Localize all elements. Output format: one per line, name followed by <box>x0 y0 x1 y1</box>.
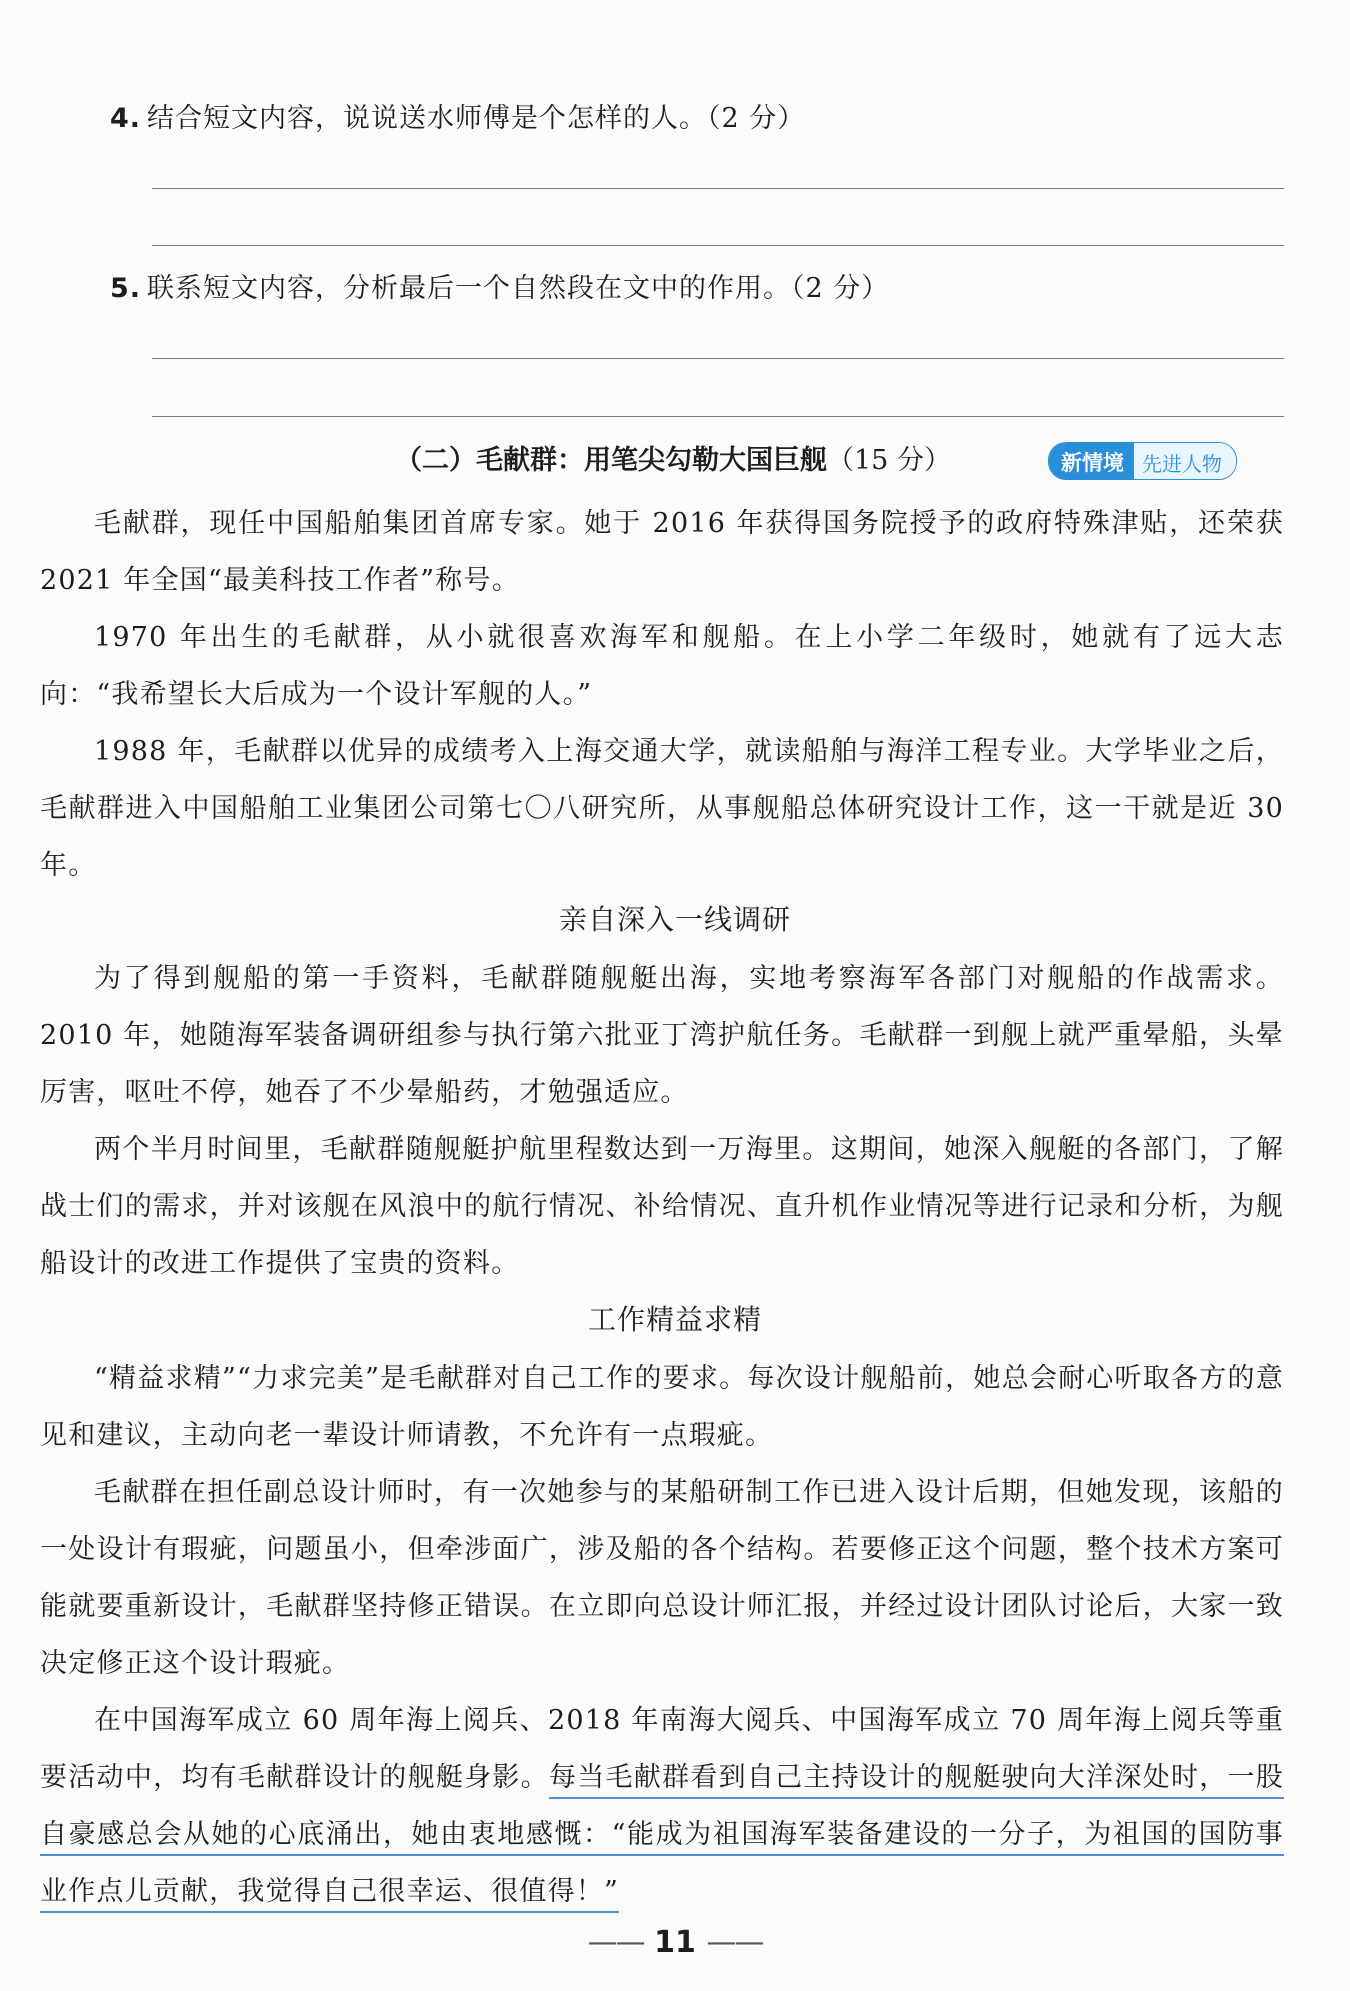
section-title <box>395 438 951 477</box>
section-score: （15 分） <box>827 445 951 476</box>
final-paragraph-plain: 在中国海军成立 60 周年海上阅兵、2018 年南海大阅兵、中国海军成立 70 周年海上阅兵等重要活动中，均有毛献群设计的舰艇身影。 <box>40 1705 1284 1793</box>
badge-sub: 先进人物 <box>1134 443 1236 479</box>
paragraph: 1970 年出生的毛献群，从小就很喜欢海军和舰船。在上小学二年级时，她就有了远大志向：“我希望长大后成为一个设计军舰的人。” <box>40 622 1284 710</box>
dash-right: —— <box>706 1925 763 1960</box>
underlined-sentence: 每当毛献群看到自己主持设计的舰艇驶向大洋深处时，一股自豪感总会从她的心底涌出，她由衷地感慨：“能成为祖国海军装备建设的一分子，为祖国的国防事业作点儿贡献，我觉得自己很幸运、很值得！” <box>40 1762 1284 1913</box>
answer-line[interactable] <box>152 358 1284 359</box>
question-text: 结合短文内容，说说送水师傅是个怎样的人。（2 分） <box>147 103 806 134</box>
dash-left: —— <box>587 1925 644 1960</box>
subheading-work: 工作精益求精 <box>587 1303 762 1336</box>
page-number-value: 11 <box>654 1925 696 1960</box>
answer-line[interactable] <box>152 416 1284 417</box>
question-text: 联系短文内容，分析最后一个自然段在文中的作用。（2 分） <box>147 273 890 304</box>
research-paragraphs <box>40 950 1284 1292</box>
page-number <box>0 1925 1350 1960</box>
paragraph: “精益求精”“力求完美”是毛献群对自己工作的要求。每次设计舰船前，她总会耐心听取各方的意见和建议，主动向老一辈设计师请教，不允许有一点瑕疵。 <box>40 1363 1284 1451</box>
new-context-badge <box>1048 442 1237 480</box>
final-paragraph <box>40 1692 1284 1920</box>
intro-paragraphs <box>40 495 1284 894</box>
paragraph: 毛献群在担任副总设计师时，有一次她参与的某船研制工作已进入设计后期，但她发现，该船的一处设计有瑕疵，问题虽小，但牵涉面广，涉及船的各个结构。若要修正这个问题，整个技术方案可能就要重新设计，毛献群坚持修正错误。在立即向总设计师汇报，并经过设计团队讨论后，大家一致决定修正这个设计瑕疵。 <box>40 1477 1284 1679</box>
question-number: 4. <box>110 103 142 134</box>
paragraph: 两个半月时间里，毛献群随舰艇护航里程数达到一万海里。这期间，她深入舰艇的各部门，了解战士们的需求，并对该舰在风浪中的航行情况、补给情况、直升机作业情况等进行记录和分析，为舰船设计的改进工作提供了宝贵的资料。 <box>40 1134 1284 1279</box>
question-4 <box>110 96 805 135</box>
badge-main: 新情境 <box>1049 443 1134 479</box>
paragraph: 为了得到舰船的第一手资料，毛献群随舰艇出海，实地考察海军各部门对舰船的作战需求。2010 年，她随海军装备调研组参与执行第六批亚丁湾护航任务。毛献群一到舰上就严重晕船，头晕厉害，呕吐不停，她吞了不少晕船药，才勉强适应。 <box>40 963 1284 1108</box>
subheading-research: 亲自深入一线调研 <box>558 903 791 936</box>
paragraph: 毛献群，现任中国船舶集团首席专家。她于 2016 年获得国务院授予的政府特殊津贴，还荣获 2021 年全国“最美科技工作者”称号。 <box>40 508 1284 596</box>
answer-line[interactable] <box>152 245 1284 246</box>
work-paragraphs <box>40 1350 1284 1920</box>
question-number: 5. <box>110 273 142 304</box>
answer-line[interactable] <box>152 188 1284 189</box>
paragraph: 1988 年，毛献群以优异的成绩考入上海交通大学，就读船舶与海洋工程专业。大学毕业之后，毛献群进入中国船舶工业集团公司第七〇八研究所，从事舰船总体研究设计工作，这一干就是近 30 年。 <box>40 736 1284 881</box>
section-title-text: （二）毛献群：用笔尖勾勒大国巨舰 <box>395 445 827 476</box>
question-5 <box>110 266 889 305</box>
